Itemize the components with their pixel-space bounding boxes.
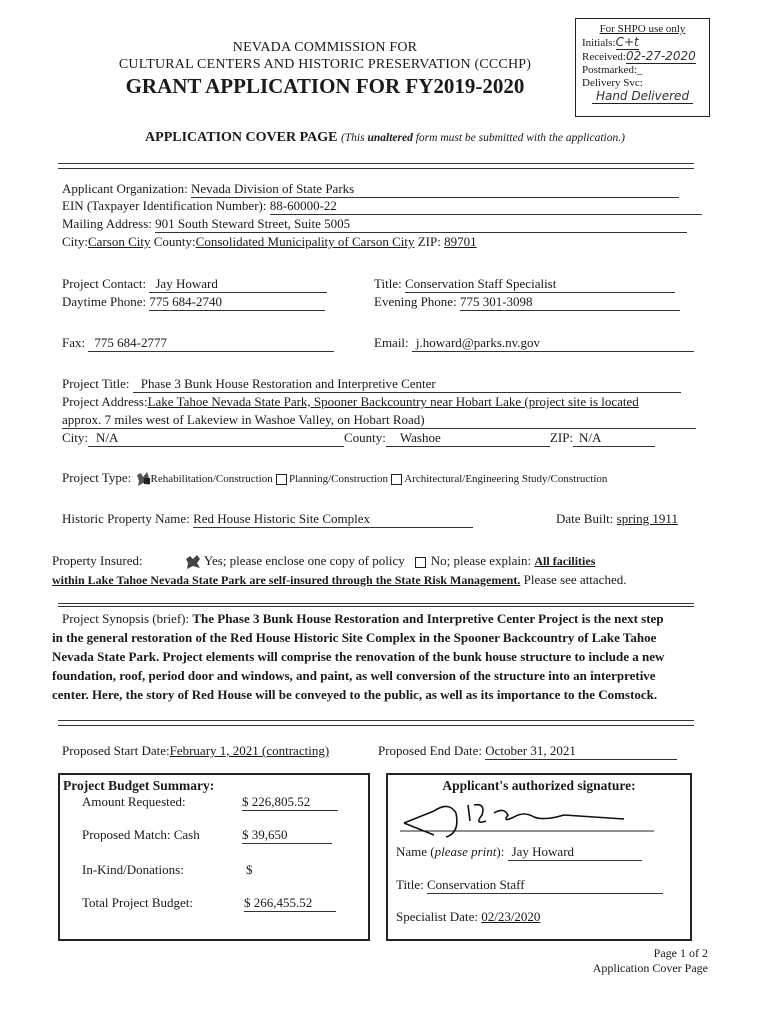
project-city-field[interactable]: N/A [88,430,344,447]
insured-explain-1: All facilities [534,554,596,568]
project-type-label: Project Type: [62,470,132,485]
project-zip-field[interactable]: N/A [573,430,655,447]
commission-line1: NEVADA COMMISSION FOR [232,40,418,55]
contact-field[interactable]: Jay Howard [149,276,327,293]
type-arch-label: Architectural/Engineering Study/Construction [404,473,608,485]
org-label: Applicant Organization: [62,181,188,196]
sig-name-field[interactable]: Jay Howard [508,844,642,861]
end-date-label: Proposed End Date: [378,743,482,758]
property-name-label: Historic Property Name: [62,511,190,526]
type-planning-label: Planning/Construction [288,473,388,485]
end-date-field[interactable]: October 31, 2021 [485,743,677,760]
checked-mark-icon[interactable] [185,554,201,570]
sig-name-label-em: please print [434,844,497,859]
divider [58,603,694,607]
cover-note-em: unaltered [367,132,413,144]
budget-box [58,773,370,941]
divider [58,163,694,169]
day-phone-field[interactable]: 775 684-2740 [149,294,325,311]
sig-date-label: Specialist Date: [396,909,478,924]
property-name-field[interactable]: Red House Historic Site Complex [193,511,473,528]
project-county-label: County: [344,430,386,445]
start-date-value[interactable]: February 1, 2021 (contracting) [169,743,330,758]
page-number: Page 1 of 2 [653,946,708,960]
insured-label: Property Insured: [52,553,143,568]
page-title: GRANT APPLICATION FOR FY2019-2020 [125,74,525,98]
cover-note-post: form must be submitted with the application.) [412,132,625,144]
footer-caption: Application Cover Page [592,961,708,975]
match-field[interactable]: $ 39,650 [242,827,332,844]
cover-title: APPLICATION COVER PAGE [145,130,338,145]
cover-note-pre: (This [340,132,368,144]
shpo-postmarked-label: Postmarked: [582,64,637,76]
shpo-delivery-label: Delivery Svc: [582,77,643,89]
eve-phone-label: Evening Phone: [374,294,457,309]
signature-image[interactable] [394,793,684,847]
insured-explain-2: within Lake Tahoe Nevada State Park are self-insured through the State Risk Management. [52,573,521,587]
cover-title-row [0,130,770,146]
title-label: Title: [374,276,402,291]
project-address-label: Project Address: [62,394,148,409]
total-field[interactable]: $ 266,455.52 [244,895,336,912]
type-planning-checkbox[interactable] [276,474,287,485]
inkind-field[interactable]: $ [246,862,253,877]
project-county-field[interactable]: Washoe [386,430,550,447]
checked-mark-icon[interactable] [135,471,151,487]
shpo-initials-label: Initials: [582,37,616,49]
shpo-box: For SHPO use only Initials:C+t Received:02-27-2020 Postmarked:_ Delivery Svc: Hand Delivered [575,18,710,117]
shpo-title: For SHPO use only [599,23,686,35]
city-value[interactable]: Carson City [88,234,151,249]
sig-title-label: Title: [396,877,424,892]
sig-title-field[interactable]: Conservation Staff [427,877,663,894]
ein-field[interactable]: 88-60000-22 [270,198,702,215]
county-value[interactable]: Consolidated Municipality of Carson City [195,234,415,249]
email-field[interactable]: j.howard@parks.nv.gov [412,335,694,352]
sig-date-value[interactable]: 02/23/2020 [481,909,541,924]
title-field[interactable]: Conservation Staff Specialist [405,276,675,293]
project-title-label: Project Title: [62,376,130,391]
day-phone-label: Daytime Phone: [62,294,147,309]
project-zip-label: ZIP: [549,430,574,445]
eve-phone-field[interactable]: 775 301-3098 [460,294,680,311]
city-label: City: [62,234,89,249]
mailing-field[interactable]: 901 South Steward Street, Suite 5005 [155,216,687,233]
start-date-label: Proposed Start Date: [62,743,170,758]
shpo-delivery-value: Hand Delivered [592,90,693,104]
commission-line2: CULTURAL CENTERS AND HISTORIC PRESERVATION (CCCHP) [118,57,532,72]
county-label: County: [153,234,196,249]
requested-label: Amount Requested: [82,794,186,809]
match-label: Proposed Match: Cash [82,827,200,842]
shpo-initials-value: C+t [615,35,639,49]
synopsis-block: Project Synopsis (brief): The Phase 3 Bunk House Restoration and Interpretive Center Project is the next step in the general restoration of the Red House Historic Site Complex in the Spooner Backcountry of Lake Tahoe Nevada State Park. Project elements will comprise the renovation of the bunk house structure to include a new foundation, roof, period door and windows, and paint, as well conversion of the structure into an interpretive center. Here, the story of Red House will be conveyed to the public, as well as its importance to the Comstock. [52,611,665,702]
total-label: Total Project Budget: [82,895,194,910]
ein-label: EIN (Taxpayer Identification Number): [62,198,267,213]
date-built-label: Date Built: [556,511,614,526]
org-field[interactable]: Nevada Division of State Parks [191,181,679,198]
signature-title: Applicant's authorized signature: [442,778,636,793]
inkind-label: In-Kind/Donations: [82,862,184,877]
email-label: Email: [374,335,409,350]
project-address-line2[interactable]: approx. 7 miles west of Lakeview in Washoe Valley, on Hobart Road) [62,412,696,429]
zip-label: ZIP: [417,234,441,249]
type-rehab-label: Rehabilitation/Construction [150,473,273,485]
contact-label: Project Contact: [62,276,147,291]
zip-value[interactable]: 89701 [444,234,477,249]
project-address-line1[interactable]: Lake Tahoe Nevada State Park, Spooner Backcountry near Hobart Lake (project site is located [147,394,639,409]
shpo-received-value: 02-27-2020 [625,49,696,63]
requested-field[interactable]: $ 226,805.52 [242,794,338,811]
sig-name-label-pre: Name ( [396,844,435,859]
insured-no-label: No; please explain: [430,553,532,568]
insured-no-checkbox[interactable] [415,557,426,568]
fax-field[interactable]: 775 684-2777 [88,335,334,352]
date-built-value[interactable]: spring 1911 [616,511,678,526]
insured-yes-label: Yes; please enclose one copy of policy [203,553,405,568]
project-title-field[interactable]: Phase 3 Bunk House Restoration and Interpretive Center [133,376,681,393]
mailing-label: Mailing Address: [62,216,152,231]
budget-title: Project Budget Summary: [63,778,215,793]
type-arch-checkbox[interactable] [391,474,402,485]
sig-name-label-post: ): [496,844,505,859]
signature-box [386,773,692,941]
synopsis-label: Project Synopsis (brief): [62,611,190,626]
fax-label: Fax: [62,335,86,350]
insured-explain-tail: Please see attached. [523,572,627,587]
divider [58,720,694,726]
shpo-received-label: Received: [582,51,626,63]
project-city-label: City: [62,430,89,445]
